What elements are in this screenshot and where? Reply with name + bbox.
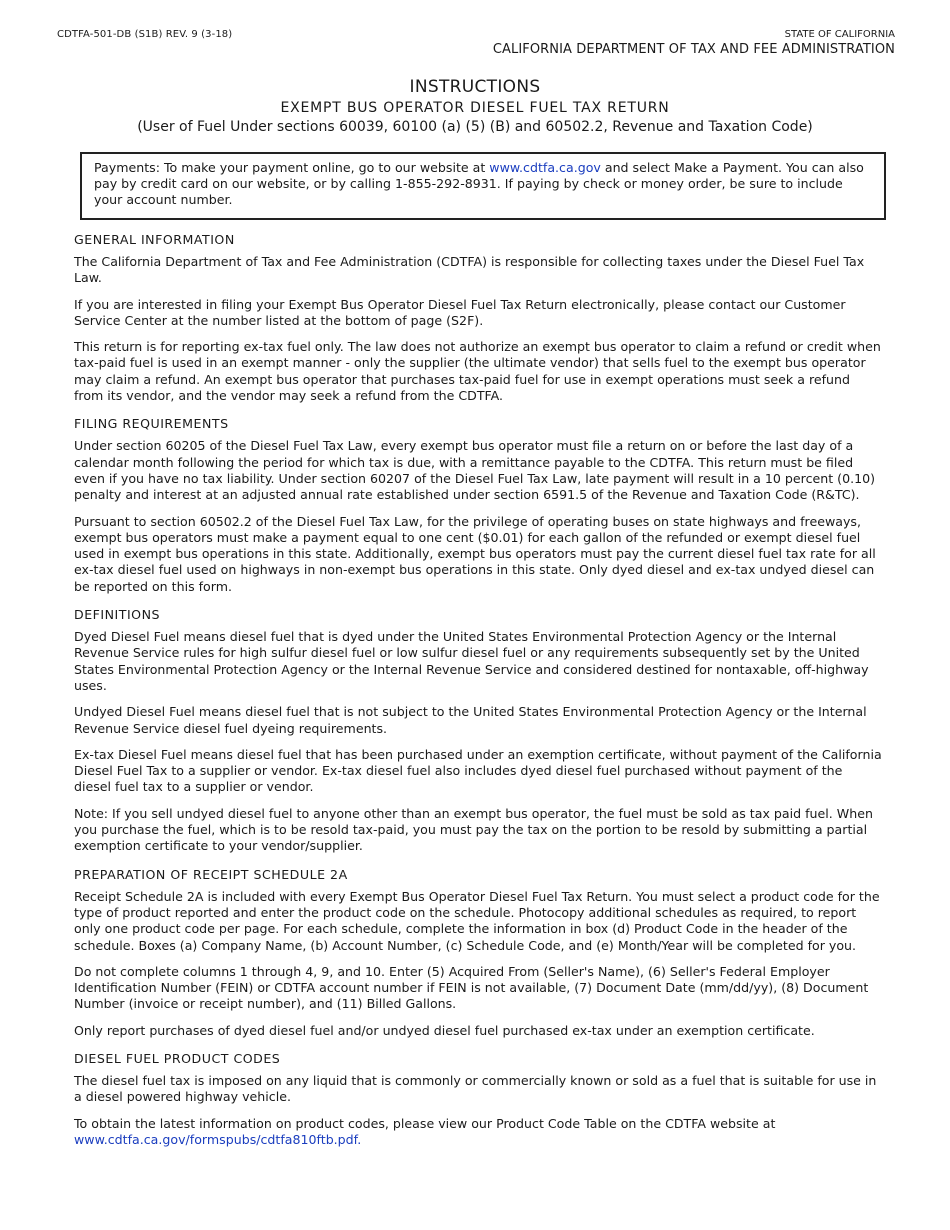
section-preparation-schedule-2a [74, 867, 882, 1039]
page-title: INSTRUCTIONS [409, 77, 541, 97]
section-filing-requirements [74, 416, 882, 595]
paragraph: Ex-tax Diesel Fuel means diesel fuel that has been purchased under an exemption certificate, without payment of the California Diesel Fuel Tax to a supplier or vendor. Ex-tax diesel fuel also includes dyed diesel fuel purchased without payment of the diesel fuel tax to a supplier or vendor. [74, 746, 882, 795]
section-heading: PREPARATION OF RECEIPT SCHEDULE 2A [74, 866, 348, 882]
section-product-codes [74, 1051, 882, 1148]
paragraph: Receipt Schedule 2A is included with every Exempt Bus Operator Diesel Fuel Tax Return. You must select a product code for the type of product reported and enter the product code on the schedule. Photocopy additional schedules as required, to report only one product code per page. For each schedule, complete the information in box (d) Product Code in the header of the schedule. Boxes (a) Company Name, (b) Account Number, (c) Schedule Code, and (e) Month/Year will be completed for you. [74, 888, 880, 953]
product-code-text: To obtain the latest information on product codes, please view our Product Code Table on the CDTFA website at [74, 1115, 776, 1131]
payments-text-after: and select Make a Payment. You can also pay by credit card on our website, or by calling 1-855-292-8931. If paying by check or money order, be sure to include your account number. [94, 160, 864, 207]
paragraph: Under section 60205 of the Diesel Fuel Tax Law, every exempt bus operator must file a return on or before the last day of a calendar month following the period for which tax is due, with a remittance payable to the CDTFA. This return must be filed even if you have no tax liability. Under section 60207 of the Diesel Fuel Tax Law, late payment will result in a 10 percent (0.10) penalty and interest at an adjusted annual rate established under section 6591.5 of the Revenue and Taxation Code (R&TC). [74, 438, 876, 503]
paragraph: Undyed Diesel Fuel means diesel fuel that is not subject to the United States Environmental Protection Agency or the Internal Revenue Service diesel fuel dyeing requirements. [74, 704, 867, 736]
state-label: STATE OF CALIFORNIA [784, 29, 895, 40]
paragraph: Note: If you sell undyed diesel fuel to anyone other than an exempt bus operator, the fuel must be sold as tax paid fuel. When you purchase the fuel, which is to be resold tax-paid, you must pay the tax on the portion to be resold by submitting a partial exemption certificate to your vendor/supplier. [74, 805, 873, 854]
paragraph: This return is for reporting ex-tax fuel only. The law does not authorize an exempt bus operator to claim a refund or credit when tax-paid fuel is used in an exempt manner - only the supplier (the ultimate vendor) that sells fuel to the exempt bus operator may claim a refund. An exempt bus operator that purchases tax-paid fuel for use in exempt operations must seek a refund from its vendor, and the vendor may seek a refund from the CDTFA. [74, 339, 881, 404]
section-general-information [74, 232, 882, 404]
department-label: CALIFORNIA DEPARTMENT OF TAX AND FEE ADMINISTRATION [492, 42, 895, 57]
product-code-table-link[interactable]: www.cdtfa.ca.gov/formspubs/cdtfa810ftb.pdf. [74, 1131, 362, 1147]
page-subtitle-statute: (User of Fuel Under sections 60039, 60100 (a) (5) (B) and 60502.2, Revenue and Taxation Code) [137, 119, 813, 135]
page-subtitle: EXEMPT BUS OPERATOR DIESEL FUEL TAX RETURN [280, 100, 670, 116]
section-heading: DIESEL FUEL PRODUCT CODES [74, 1050, 281, 1066]
payments-box [80, 152, 886, 220]
paragraph: The diesel fuel tax is imposed on any liquid that is commonly or commercially known or sold as a fuel that is suitable for use in a diesel powered highway vehicle. [74, 1072, 877, 1105]
section-heading: DEFINITIONS [74, 607, 160, 623]
paragraph: Do not complete columns 1 through 4, 9, and 10. Enter (5) Acquired From (Seller's Name), (6) Seller's Federal Employer Identification Number (FEIN) or CDTFA account number if FEIN is not available, (7) Document Date (mm/dd/yy), (8) Document Number (invoice or receipt number), and (11) Billed Gallons. [74, 963, 869, 1012]
section-heading: GENERAL INFORMATION [74, 232, 235, 247]
instructions-content [74, 232, 882, 1160]
paragraph [74, 1116, 882, 1149]
payments-text-before: Payments: To make your payment online, go to our website at [94, 160, 490, 175]
form-id: CDTFA-501-DB (S1B) REV. 9 (3-18) [57, 29, 233, 40]
section-heading: FILING REQUIREMENTS [74, 416, 229, 432]
paragraph: Only report purchases of dyed diesel fuel and/or undyed diesel fuel purchased ex-tax under an exemption certificate. [74, 1022, 815, 1038]
cdtfa-website-link[interactable]: www.cdtfa.ca.gov [489, 160, 601, 175]
paragraph: Pursuant to section 60502.2 of the Diesel Fuel Tax Law, for the privilege of operating buses on state highways and freeways, exempt bus operators must make a payment equal to one cent ($0.01) for each gallon of the refunded or exempt diesel fuel used in exempt bus operations in this state. Additionally, exempt bus operators must pay the current diesel fuel tax rate for all ex-tax diesel fuel used on highways in non-exempt bus operations in this state. Only dyed diesel and ex-tax undyed diesel can be reported on this form. [74, 513, 876, 594]
section-definitions [74, 607, 882, 855]
paragraph: If you are interested in filing your Exempt Bus Operator Diesel Fuel Tax Return electronically, please contact our Customer Service Center at the number listed at the bottom of page (S2F). [74, 296, 846, 328]
paragraph: Dyed Diesel Fuel means diesel fuel that is dyed under the United States Environmental Protection Agency or the Internal Revenue Service rules for high sulfur diesel fuel or low sulfur diesel fuel or any requirements subsequently set by the United States Environmental Protection Agency or the Internal Revenue Service and considered destined for nontaxable, off-highway uses. [74, 629, 869, 693]
paragraph: The California Department of Tax and Fee Administration (CDTFA) is responsible for collecting taxes under the Diesel Fuel Tax Law. [74, 254, 865, 286]
